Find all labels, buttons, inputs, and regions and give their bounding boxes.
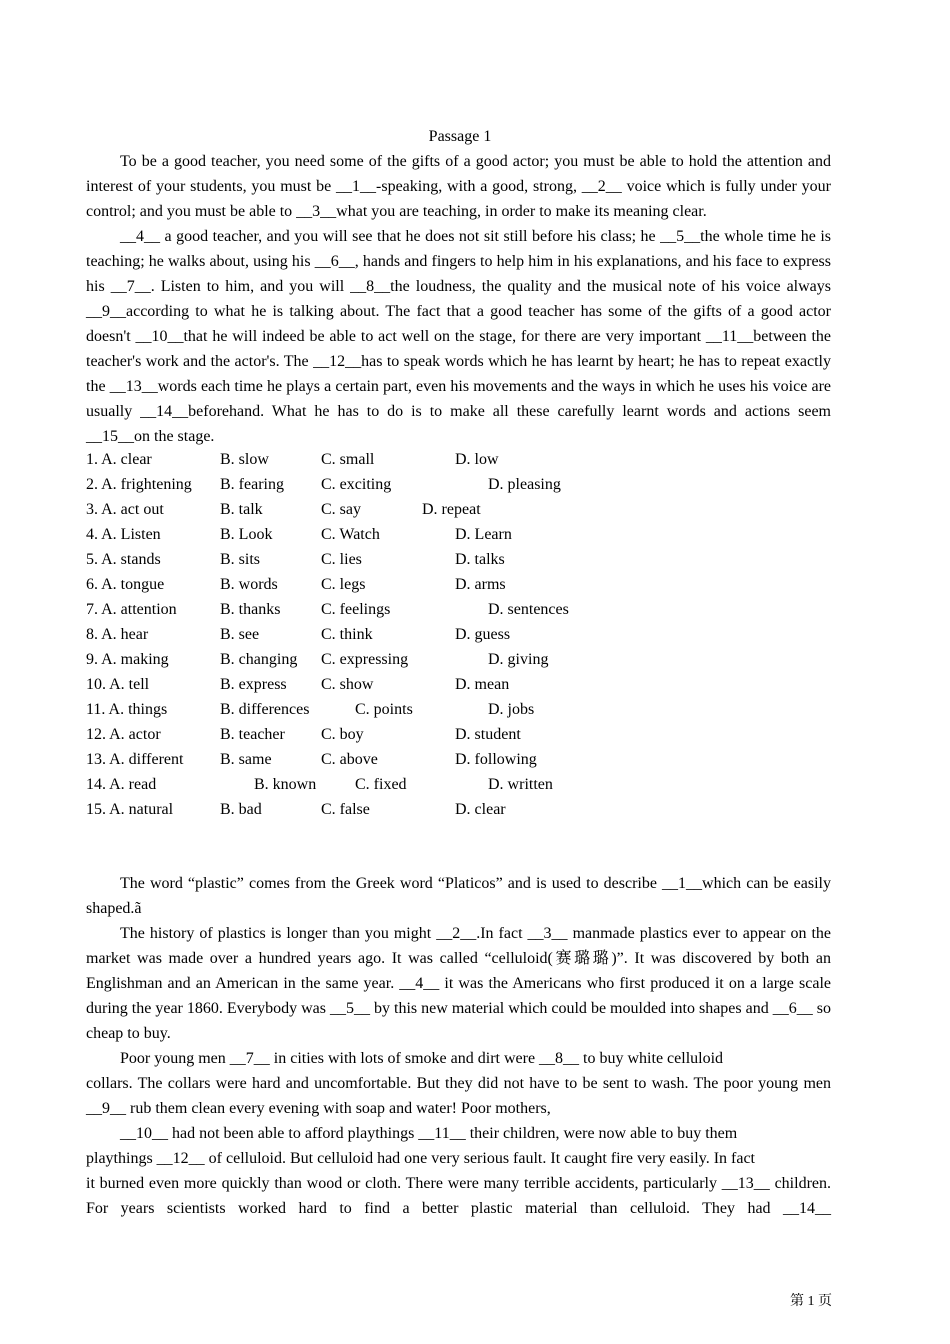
option-b: B. see [220, 626, 260, 643]
option-c: C. think [321, 626, 373, 643]
option-a: 7. A. attention [86, 601, 177, 618]
passage1-paragraph: __4__ a good teacher, and you will see that he does not sit still before his class; he __5__the whole time he is teaching; he walks about, using his __6__, hands and fingers to help him in his explanations, and his face to express his __7__. Listen to him, and you will __8__the loudness, the quality and the musical note of his voice always __9__according to what he is talking about. The fact that a good teacher has some of the gifts of a good actor doesn't __10__that he will indeed be able to act well on the stage, for there are very important __11__between the teacher's work and the actor's. The __12__has to speak words which he has learnt by heart; he has to repeat exactly the __13__words each time he plays a certain part, even his movements and the ways in which he uses his voice are usually __14__beforehand. What he has to do is to make all these carefully learnt words and actions seem __15__on the stage. [86, 228, 831, 445]
option-row [86, 797, 831, 822]
option-row [86, 497, 831, 522]
passage2-line: Poor young men __7__ in cities with lots of smoke and dirt were __8__ to buy white celluloid [120, 1050, 724, 1067]
option-d: D. following [455, 751, 537, 768]
option-d: D. student [455, 726, 521, 743]
passage1-paragraph: To be a good teacher, you need some of the gifts of a good actor; you must be able to hold the attention and interest of your students, you must be __1__-speaking, with a good, strong, __2__ voice which is fully under your control; and you must be able to __3__what you are teaching, in order to make its meaning clear. [86, 153, 831, 220]
passage2-paragraph: collars. The collars were hard and uncomfortable. But they did not have to be sent to wash. The poor young men __9__ rub them clean every evening with soap and water! Poor mothers, [86, 1075, 831, 1117]
option-c: C. points [355, 701, 413, 718]
passage2-line: playthings __12__ of celluloid. But celluloid had one very serious fault. It caught fire very easily. In fact [86, 1150, 755, 1167]
option-c: C. boy [321, 726, 364, 743]
option-b: B. Look [220, 526, 273, 543]
answer-options [86, 447, 831, 822]
option-a: 5. A. stands [86, 551, 161, 568]
passage2-line: __10__ had not been able to afford playthings __11__ their children, were now able to buy them [120, 1125, 738, 1142]
option-c: C. above [321, 751, 378, 768]
option-a: 4. A. Listen [86, 526, 161, 543]
passage1-body [86, 149, 831, 449]
option-d: D. pleasing [488, 476, 561, 493]
option-d: D. giving [488, 651, 549, 668]
option-a: 2. A. frightening [86, 476, 192, 493]
option-row [86, 747, 831, 772]
option-c: C. lies [321, 551, 362, 568]
passage2-paragraph: it burned even more quickly than wood or cloth. There were many terrible accidents, particularly __13__ children. For years scientists worked hard to find a better plastic material than celluloid. They had __14__ [86, 1175, 831, 1217]
option-b: B. changing [220, 651, 298, 668]
option-row [86, 522, 831, 547]
option-a: 9. A. making [86, 651, 169, 668]
option-c: C. Watch [321, 526, 380, 543]
option-a: 6. A. tongue [86, 576, 165, 593]
option-a: 11. A. things [86, 701, 168, 718]
option-a: 15. A. natural [86, 801, 174, 818]
passage2-paragraph: The word “plastic” comes from the Greek word “Platicos” and is used to describe __1__which can be easily shaped.ã [86, 875, 831, 917]
option-c: C. exciting [321, 476, 392, 493]
option-a: 8. A. hear [86, 626, 149, 643]
option-c: C. expressing [321, 651, 409, 668]
option-c: C. legs [321, 576, 366, 593]
option-b: B. talk [220, 501, 263, 518]
option-d: D. sentences [488, 601, 569, 618]
passage2-paragraph: The history of plastics is longer than you might __2__.In fact __3__ manmade plastics ever to appear on the market was made over a hundred years ago. It was called “celluloid(赛璐璐)”. It was discovered by both an Englishman and an American in the same year. __4__ it was the Americans who first produced it on a large scale during the year 1860. Everybody was __5__ by this new material which could be moulded into shapes and __6__ so cheap to buy. [86, 925, 831, 1042]
passage-title: Passage 1 [428, 128, 492, 145]
option-row [86, 622, 831, 647]
option-c: C. show [321, 676, 374, 693]
option-d: D. talks [455, 551, 505, 568]
option-c: C. say [321, 501, 361, 518]
option-row [86, 597, 831, 622]
option-a: 1. A. clear [86, 451, 152, 468]
option-row [86, 722, 831, 747]
option-b: B. differences [220, 701, 310, 718]
option-d: D. clear [455, 801, 506, 818]
option-d: D. jobs [488, 701, 535, 718]
passage2-body [86, 871, 831, 1221]
option-b: B. teacher [220, 726, 285, 743]
option-d: D. low [455, 451, 499, 468]
option-b: B. words [220, 576, 278, 593]
option-a: 3. A. act out [86, 501, 164, 518]
option-row [86, 672, 831, 697]
option-d: D. Learn [455, 526, 512, 543]
option-b: B. sits [220, 551, 261, 568]
option-d: D. arms [455, 576, 506, 593]
option-b: B. express [220, 676, 287, 693]
option-b: B. fearing [220, 476, 284, 493]
option-c: C. fixed [355, 776, 407, 793]
option-b: B. bad [220, 801, 262, 818]
option-d: D. repeat [422, 501, 481, 518]
option-c: C. feelings [321, 601, 391, 618]
option-a: 14. A. read [86, 776, 157, 793]
option-row [86, 547, 831, 572]
option-d: D. written [488, 776, 553, 793]
option-b: B. same [220, 751, 272, 768]
option-row [86, 647, 831, 672]
option-row [86, 447, 831, 472]
option-c: C. false [321, 801, 370, 818]
option-b: B. thanks [220, 601, 281, 618]
option-row [86, 697, 831, 722]
option-d: D. mean [455, 676, 510, 693]
option-c: C. small [321, 451, 375, 468]
option-row [86, 572, 831, 597]
option-a: 10. A. tell [86, 676, 150, 693]
option-b: B. known [254, 776, 317, 793]
option-d: D. guess [455, 626, 511, 643]
page-number: 第 1 页 [790, 1294, 832, 1309]
option-a: 13. A. different [86, 751, 184, 768]
option-a: 12. A. actor [86, 726, 161, 743]
option-row [86, 772, 831, 797]
option-row [86, 472, 831, 497]
option-b: B. slow [220, 451, 269, 468]
